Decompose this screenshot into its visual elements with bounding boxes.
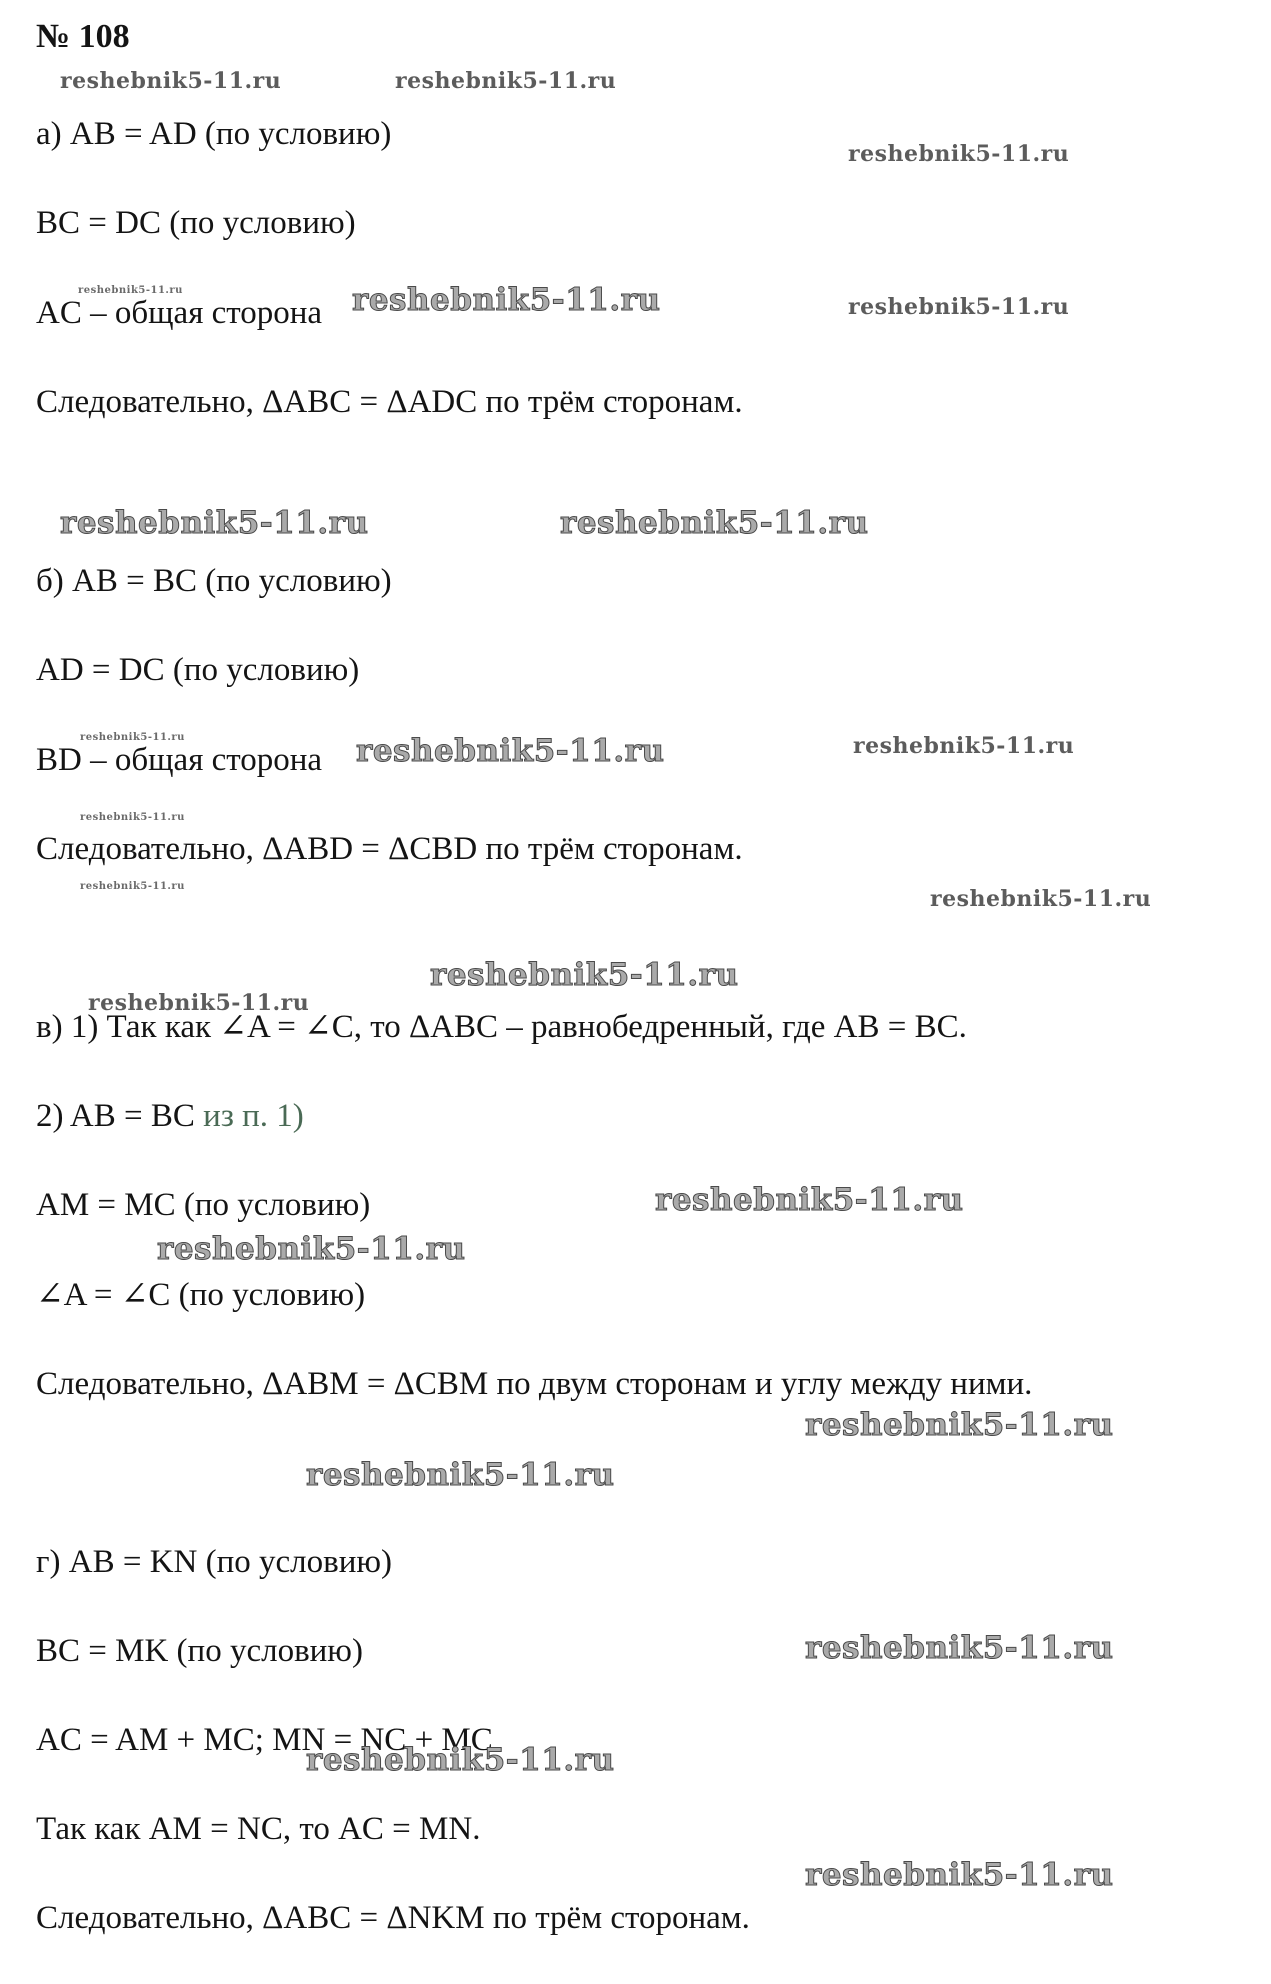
section-v-line-3: AM = MC (по условию)	[36, 1187, 371, 1223]
watermark: reshebnik5-11.ru	[430, 957, 739, 993]
section-b-line-3: BD – общая сторона	[36, 742, 323, 778]
watermark: reshebnik5-11.ru	[88, 990, 310, 1016]
watermark: reshebnik5-11.ru	[930, 886, 1152, 912]
watermark: reshebnik5-11.ru	[80, 881, 185, 892]
section-b-line-1: б) AB = BC (по условию)	[36, 563, 392, 599]
watermark: reshebnik5-11.ru	[157, 1231, 466, 1267]
section-v-line-2-text: 2) AB = BC	[36, 1098, 204, 1134]
watermark: reshebnik5-11.ru	[395, 68, 617, 94]
section-b-line-4: Следовательно, ΔABD = ΔCBD по трём сторонам.	[36, 831, 743, 867]
watermark: reshebnik5-11.ru	[60, 68, 282, 94]
watermark: reshebnik5-11.ru	[805, 1407, 1114, 1443]
watermark: reshebnik5-11.ru	[356, 733, 665, 769]
section-v-line-5: Следовательно, ΔABM = ΔCBM по двум сторонам и углу между ними.	[36, 1366, 1033, 1402]
watermark: reshebnik5-11.ru	[805, 1857, 1114, 1893]
section-a-line-4: Следовательно, ΔABC = ΔADC по трём сторонам.	[36, 384, 743, 420]
section-v-line-1: в) 1) Так как ∠A = ∠C, то ΔABC – равнобедренный, где AB = BC.	[36, 1009, 967, 1045]
watermark: reshebnik5-11.ru	[805, 1630, 1114, 1666]
section-a-line-3: AC – общая сторона	[36, 295, 323, 331]
watermark: reshebnik5-11.ru	[853, 733, 1075, 759]
section-a-line-1: а) AB = AD (по условию)	[36, 116, 392, 152]
watermark: reshebnik5-11.ru	[306, 1742, 615, 1778]
watermark: reshebnik5-11.ru	[655, 1182, 964, 1218]
section-v-line-4: ∠A = ∠C (по условию)	[36, 1277, 366, 1313]
section-b-line-2: AD = DC (по условию)	[36, 652, 360, 688]
section-g-line-3: AC = AM + MC; MN = NC + MC	[36, 1722, 493, 1758]
watermark: reshebnik5-11.ru	[848, 294, 1070, 320]
section-g-line-2: BC = MK (по условию)	[36, 1633, 363, 1669]
section-a-line-2: BC = DC (по условию)	[36, 205, 356, 241]
section-v-line-2-reference: из п. 1)	[203, 1098, 304, 1134]
section-v-line-2	[36, 1100, 304, 1133]
section-g-line-4: Так как AM = NC, то AC = MN.	[36, 1811, 481, 1847]
problem-title: № 108	[36, 18, 130, 55]
watermark: reshebnik5-11.ru	[78, 285, 183, 296]
section-g-line-5: Следовательно, ΔABC = ΔNKM по трём сторонам.	[36, 1900, 750, 1936]
watermark: reshebnik5-11.ru	[352, 282, 661, 318]
watermark: reshebnik5-11.ru	[60, 505, 369, 541]
watermark: reshebnik5-11.ru	[848, 141, 1070, 167]
watermark: reshebnik5-11.ru	[80, 732, 185, 743]
watermark: reshebnik5-11.ru	[80, 812, 185, 823]
watermark: reshebnik5-11.ru	[560, 505, 869, 541]
section-g-line-1: г) AB = KN (по условию)	[36, 1544, 393, 1580]
watermark: reshebnik5-11.ru	[306, 1457, 615, 1493]
